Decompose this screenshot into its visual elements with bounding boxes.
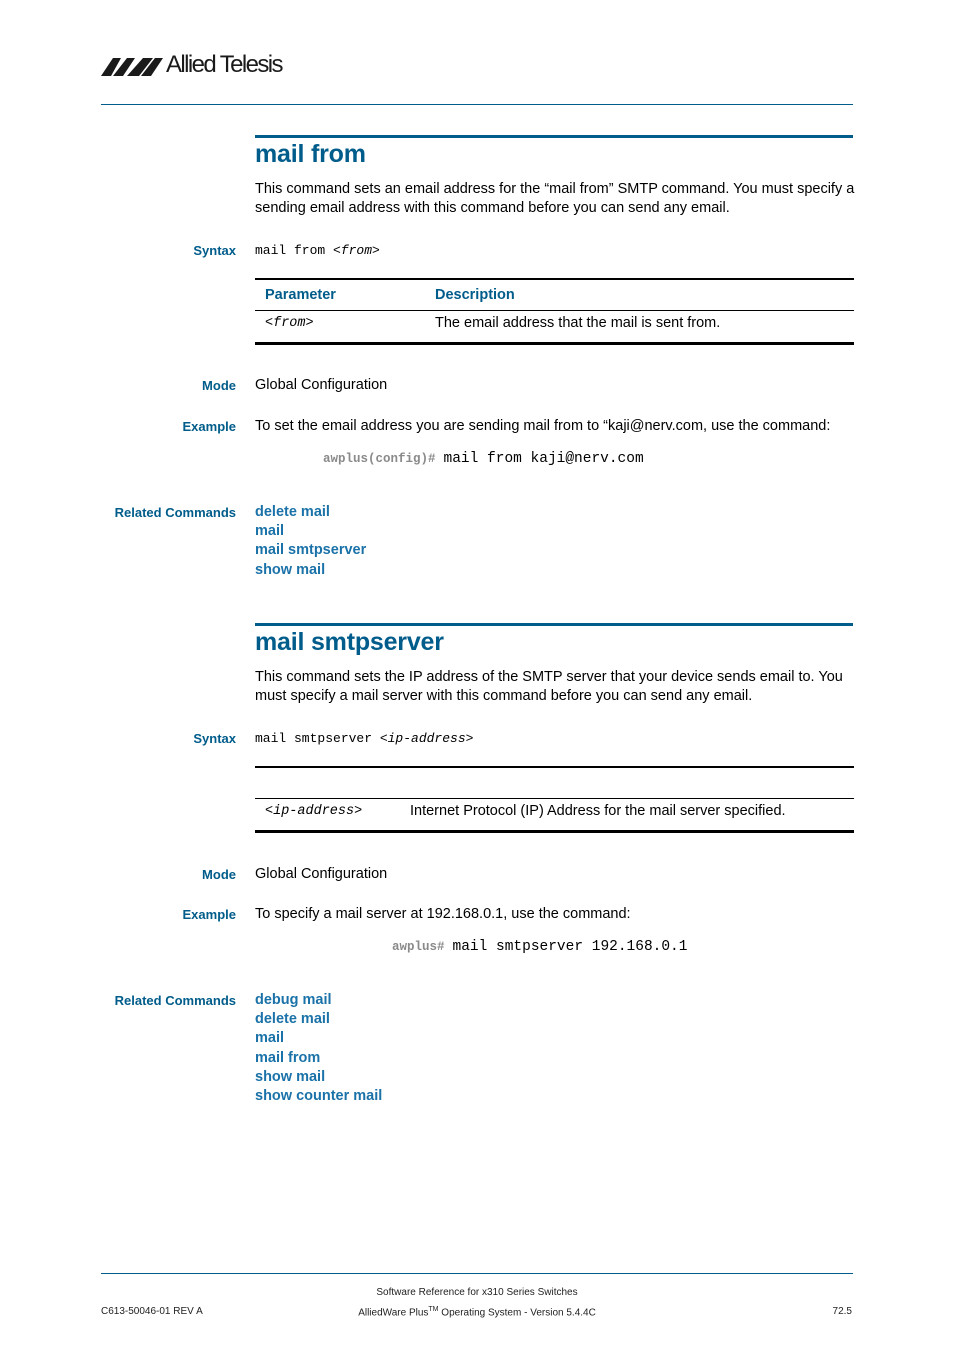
footer-os-version [0,1306,954,1318]
table-cell-desc: Internet Protocol (IP) Address for the mail server specified. [410,803,786,819]
related-link[interactable]: show counter mail [255,1088,383,1105]
section-top-rule [255,623,853,626]
syntax-param: from [340,243,373,258]
related-link[interactable]: mail [255,523,285,540]
related-link[interactable]: show mail [255,561,326,578]
example-command [323,451,644,467]
example-command [392,939,687,955]
related-link[interactable]: delete mail [255,504,330,520]
related-commands-label: Related Commands [114,993,236,1008]
syntax-command [255,243,380,258]
footer-page-number: 72.5 [832,1306,852,1317]
footer-os-name: AlliedWare Plus [358,1307,429,1319]
allied-telesis-mark-icon [101,55,163,77]
cli-command: mail smtpserver 192.168.0.1 [452,939,688,955]
example-label: Example [182,907,236,922]
table-bottom-rule [255,342,854,345]
related-link[interactable]: mail from [255,1049,321,1066]
related-link[interactable]: debug mail [255,992,332,1008]
section-title: mail from [255,140,366,168]
table-bottom-rule [255,830,854,833]
related-commands-label: Related Commands [114,505,236,520]
section-intro: This command sets the IP address of the SMTP server that your device sends email to. You must specify a mail server with this command before you can send any email. [255,669,843,704]
table-header-description: Description [435,287,515,303]
syntax-text: mail smtpserver < [255,731,388,746]
related-commands-list [255,991,382,1106]
footer-doc-id: C613-50046-01 REV A [101,1306,203,1317]
footer-rule [101,1273,853,1274]
syntax-label: Syntax [193,243,236,258]
mode-label: Mode [202,867,236,882]
header-rule [101,104,853,105]
company-logo [101,52,301,80]
footer-os-line: Operating System - Version 5.4.4C [438,1307,596,1319]
example-text: To set the email address you are sending mail from to “kaji@nerv.com, use the command: [255,418,831,434]
syntax-text: mail from < [255,243,341,258]
parameter-table [255,766,854,834]
table-header-rule [255,798,854,799]
mode-value: Global Configuration [255,866,388,882]
section-intro: This command sets an email address for the “mail from” SMTP command. You must specify a sending email address with this command before you can send any email. [255,181,855,216]
section-top-rule [255,135,853,138]
example-label: Example [182,419,236,434]
related-commands-list [255,503,366,580]
mode-label: Mode [202,378,236,393]
cli-command: mail from kaji@nerv.com [443,451,644,467]
brand-name: Allied Telesis [166,51,282,78]
section-title: mail smtpserver [255,628,444,656]
syntax-label: Syntax [193,731,236,746]
cli-prompt: awplus# [392,940,445,954]
table-top-rule [255,278,854,280]
table-top-rule [255,766,854,768]
table-cell-param: <ip-address> [265,804,363,819]
syntax-end: > [372,243,380,258]
syntax-param: ip-address [387,731,466,746]
example-text: To specify a mail server at 192.168.0.1, use the command: [255,906,631,922]
table-cell-param: <from> [265,316,314,331]
table-header-rule [255,310,854,311]
parameter-table [255,278,854,346]
syntax-command [255,731,473,746]
related-link[interactable]: delete mail [255,1011,330,1028]
related-link[interactable]: mail smtpserver [255,542,367,559]
footer-trademark: TM [428,1306,439,1313]
syntax-end: > [465,731,474,746]
table-header-parameter: Parameter [265,287,336,303]
table-cell-desc: The email address that the mail is sent from. [435,315,721,331]
related-link[interactable]: show mail [255,1068,326,1085]
related-link[interactable]: mail [255,1030,285,1047]
footer-doc-title: Software Reference for x310 Series Switches [376,1287,578,1298]
cli-prompt: awplus(config)# [323,452,436,466]
mode-value: Global Configuration [255,377,388,393]
